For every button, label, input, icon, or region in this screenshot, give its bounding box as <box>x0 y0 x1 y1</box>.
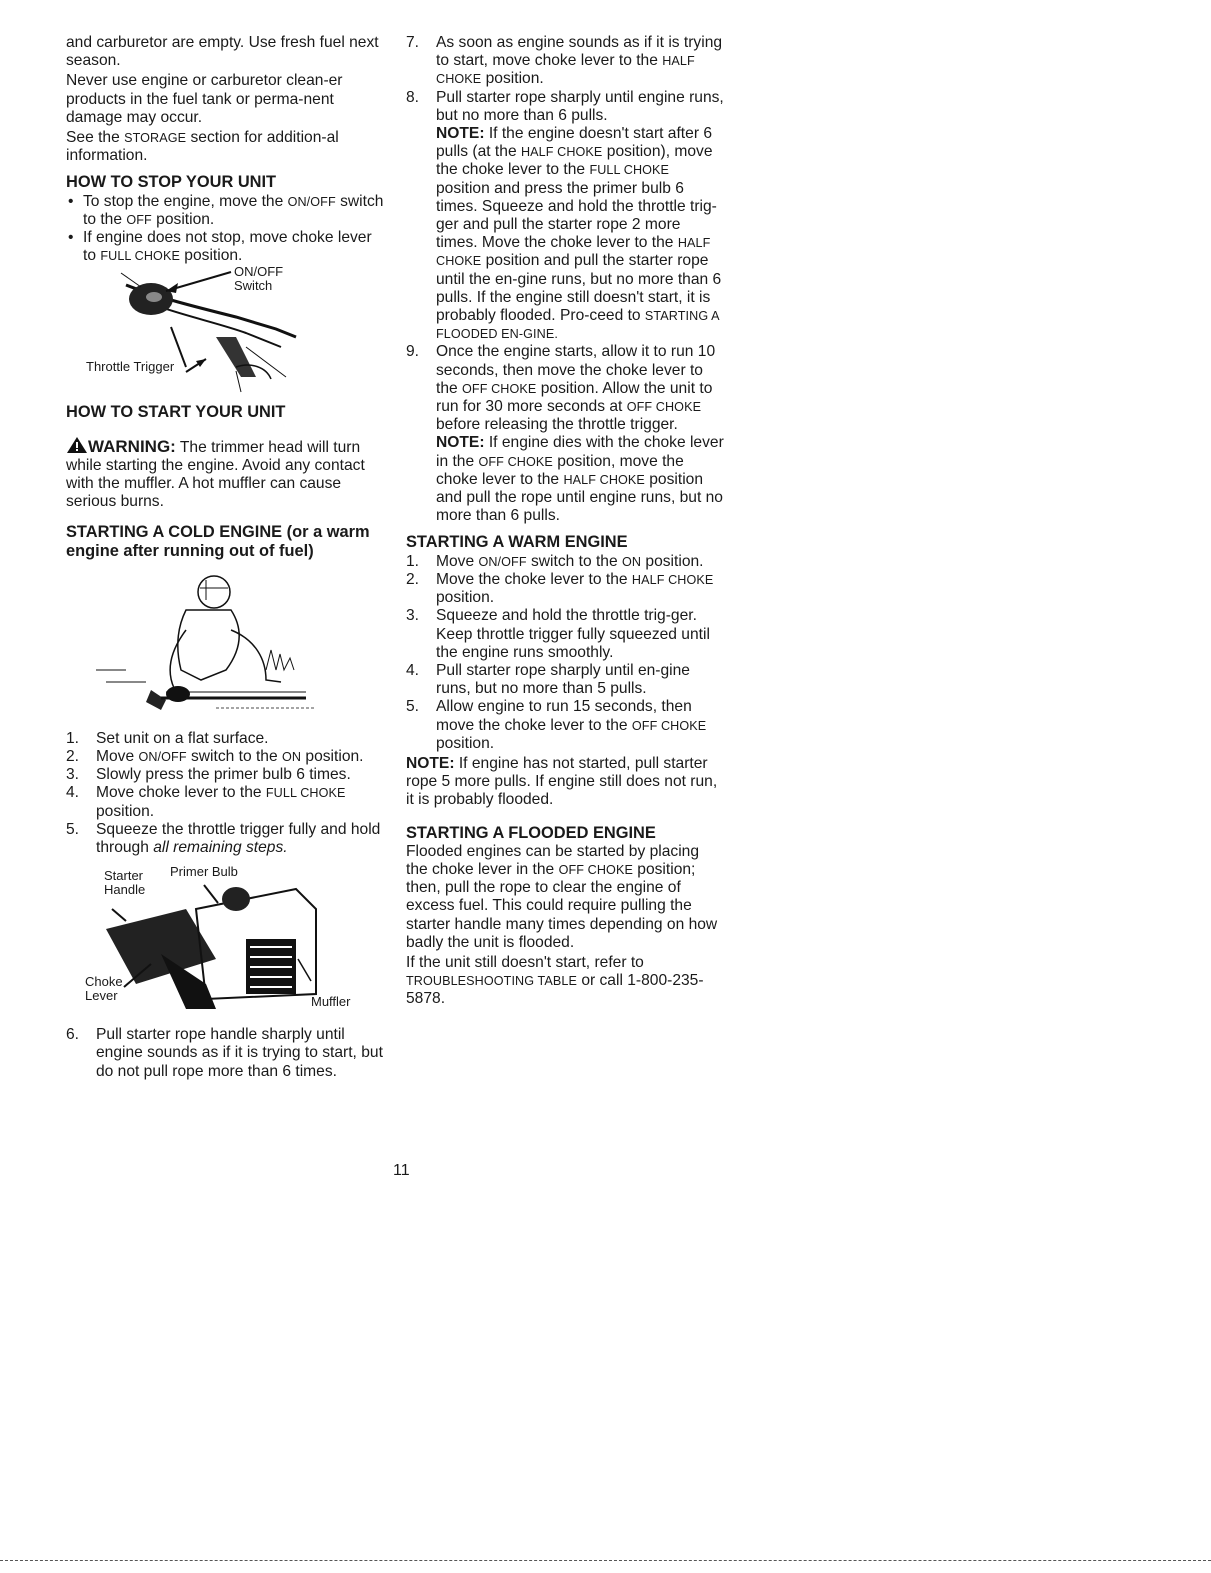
cold-step-9 <box>406 343 724 525</box>
step-number: 5. <box>406 698 420 716</box>
switch-trigger-illustration <box>66 264 384 397</box>
step-number: 1. <box>66 729 80 747</box>
note-text: If engine dies with the choke lever in the <box>436 434 724 470</box>
label-primer-bulb: Primer Bulb <box>170 864 238 880</box>
step-text: switch to the <box>526 552 622 570</box>
half-choke-ref: HALF CHOKE <box>563 472 645 487</box>
note-text: position), move the choke lever to the <box>436 143 713 179</box>
note-text: position and pull the starter rope until the en-gine runs, but no more than 6 pulls. If the engine still doesn't start, it is probably flooded. Pro-ceed to <box>436 252 722 325</box>
warm-step-4 <box>406 662 724 698</box>
flood-text: If the unit still doesn't start, refer to <box>406 953 644 971</box>
note-text: position and pull the rope until engine runs, but no more than 6 pulls. <box>436 470 723 525</box>
intro-paragraph-1 <box>66 34 384 70</box>
warm-note <box>406 755 724 810</box>
step-text: As soon as engine sounds as if it is trying to start, move choke lever to the <box>436 34 723 70</box>
storage-ref: STORAGE <box>124 131 187 146</box>
off-choke-ref: OFF CHOKE <box>478 454 553 469</box>
label-on-off-switch: ON/OFF Switch <box>234 264 284 294</box>
page-number: 11 <box>393 1162 410 1179</box>
step-text: position. <box>96 802 155 820</box>
off-choke-ref: OFF CHOKE <box>631 718 707 733</box>
right-column <box>406 34 724 1009</box>
troubleshooting-ref: TROUBLESHOOTING TABLE <box>406 974 577 989</box>
step-text: Pull starter rope sharply until en-gine runs, but no more than 5 pulls. <box>436 661 690 698</box>
cold-step-1 <box>66 730 384 748</box>
cold-step-4 <box>66 784 384 820</box>
step-number: 9. <box>406 343 420 361</box>
step-text: Squeeze the throttle trigger fully and hold through <box>96 820 381 857</box>
onoff-ref: ON/OFF <box>478 554 527 569</box>
full-choke-ref: FULL CHOKE <box>589 163 670 178</box>
warm-engine-heading: STARTING A WARM ENGINE <box>406 533 628 552</box>
on-ref: ON <box>281 750 302 765</box>
step-number: 8. <box>406 88 420 106</box>
step-emphasis: all remaining steps. <box>153 839 288 857</box>
cold-step-6 <box>66 1026 384 1081</box>
warning-icon <box>66 436 88 454</box>
step-text: Set unit on a flat surface. <box>96 729 269 747</box>
stop-b1-mid: switch to the <box>83 192 384 228</box>
step-number: 7. <box>406 34 420 51</box>
half-choke-ref: HALF CHOKE <box>520 145 603 160</box>
note-text: If engine has not started, pull starter rope 5 more pulls. If engine still does not run, it is probably flooded. <box>406 754 718 809</box>
flooded-engine-heading: STARTING A FLOODED ENGINE <box>406 823 656 842</box>
flooded-paragraph-2 <box>406 954 724 1009</box>
step-number: 2. <box>66 748 80 766</box>
intro-paragraph-3 <box>66 129 384 165</box>
step-text: Allow engine to run 15 seconds, then move the choke lever to the <box>436 698 692 734</box>
warm-engine-steps <box>406 553 724 753</box>
cold-engine-steps-right <box>406 34 724 525</box>
step-number: 4. <box>406 661 420 679</box>
note-text: position and press the primer bulb 6 times. Squeeze and hold the throttle trig-ger and pull the starter rope 2 more times. Move the choke lever to the <box>436 179 717 252</box>
trimmer-handle-drawing <box>66 264 384 397</box>
warm-step-5 <box>406 698 724 753</box>
on-ref: ON <box>621 554 642 569</box>
step-text: position. Allow the unit to run for 30 more seconds at <box>436 379 713 416</box>
step-text: position. <box>641 552 704 570</box>
step-text: Slowly press the primer bulb 6 times. <box>96 766 351 784</box>
label-throttle-trigger: Throttle Trigger <box>86 359 175 375</box>
step-text: Move <box>96 748 139 766</box>
warm-step-1 <box>406 553 724 571</box>
cold-step-8 <box>406 89 724 344</box>
half-choke-ref: HALF CHOKE <box>436 54 695 87</box>
step-text: Move <box>436 552 479 570</box>
label-choke-lever: Choke Lever <box>85 974 123 1004</box>
warm-step-2 <box>406 571 724 607</box>
label-muffler: Muffler <box>311 994 351 1010</box>
label-starter-handle: Starter Handle <box>104 868 146 898</box>
cold-engine-steps <box>66 730 384 857</box>
stop-b2-post: position. <box>179 247 243 265</box>
note-label: NOTE: <box>436 434 485 452</box>
note-text: position, move the choke lever to the <box>436 452 684 488</box>
step-text: Pull starter rope handle sharply until engine sounds as if it is trying to start, but do not pull rope more than 6 times. <box>96 1026 383 1080</box>
intro-3-pre: See the <box>66 129 125 147</box>
cold-step-3 <box>66 766 384 784</box>
flooded-paragraph-1 <box>406 843 724 952</box>
step-text: Move the choke lever to the <box>436 570 632 588</box>
half-choke-ref: HALF CHOKE <box>436 236 711 269</box>
step-number: 5. <box>66 820 80 838</box>
step-text: position. <box>301 748 364 766</box>
stop-bullet-2 <box>66 229 384 265</box>
flood-text: Flooded engines can be started by placing the choke lever in the <box>406 842 700 878</box>
step-text: Squeeze and hold the throttle trig-ger. Keep throttle trigger fully squeezed until the engine runs smoothly. <box>436 607 710 661</box>
cold-engine-steps-cont <box>66 1026 384 1081</box>
off-choke-ref: OFF CHOKE <box>462 381 537 396</box>
stop-b1-post: position. <box>151 210 215 228</box>
onoff-ref: ON/OFF <box>138 750 187 765</box>
operator-starting-illustration <box>66 570 384 722</box>
step-number: 2. <box>406 570 420 588</box>
stop-b2-full-choke: FULL CHOKE <box>100 249 180 264</box>
cold-engine-heading: STARTING A COLD ENGINE (or a warm engine after running out of fuel) <box>66 523 370 560</box>
note-text: If the engine doesn't start after 6 pulls (at the <box>436 125 713 161</box>
stop-b1-onoff: ON/OFF <box>287 194 336 209</box>
step-number: 1. <box>406 552 420 570</box>
step-text: switch to the <box>186 748 282 766</box>
stop-bullet-1 <box>66 193 384 229</box>
step-text: before releasing the throttle trigger. <box>436 416 678 434</box>
step-text: position. <box>436 589 495 607</box>
cold-step-7 <box>406 34 724 89</box>
stop-b1-off: OFF <box>126 212 152 227</box>
off-choke-ref: OFF CHOKE <box>626 400 702 415</box>
cold-step-5 <box>66 821 384 857</box>
note-label: NOTE: <box>406 754 455 772</box>
intro-paragraph-2 <box>66 72 384 127</box>
flood-text: position; then, pull the rope to clear the engine of excess fuel. This could require pulling the starter handle many times depending on how badly the unit is flooded. <box>406 860 718 951</box>
step-text: position. <box>481 70 544 88</box>
step-number: 4. <box>66 784 80 802</box>
warning-label: WARNING: <box>88 436 176 456</box>
note-label: NOTE: <box>436 125 485 143</box>
intro-3-post: section for addition-al information. <box>66 129 339 165</box>
warning-paragraph <box>66 436 384 512</box>
step-text: Pull starter rope sharply until engine runs, but no more than 6 pulls. <box>436 88 724 124</box>
start-unit-heading: HOW TO START YOUR UNIT <box>66 403 286 422</box>
warm-step-3 <box>406 607 724 662</box>
half-choke-ref: HALF CHOKE <box>631 572 714 587</box>
operator-drawing <box>66 570 384 722</box>
engine-parts-illustration <box>66 864 384 1014</box>
flooded-engine-ref: STARTING A FLOODED EN-GINE. <box>436 309 719 342</box>
step-text: position. <box>436 734 495 752</box>
step-text: Move choke lever to the <box>96 784 266 802</box>
page-bottom-rule <box>0 1560 1211 1561</box>
stop-unit-heading: HOW TO STOP YOUR UNIT <box>66 173 277 192</box>
step-text: Once the engine starts, allow it to run 10 seconds, then move the choke lever to the <box>436 343 716 397</box>
full-choke-ref: FULL CHOKE <box>265 786 346 801</box>
stop-b1-pre: To stop the engine, move the <box>83 192 288 210</box>
left-column <box>66 34 384 1081</box>
step-number: 6. <box>66 1026 80 1044</box>
intro-text-1: and carburetor are empty. Use fresh fuel next season. <box>66 34 379 70</box>
cold-step-2 <box>66 748 384 766</box>
intro-text-2: Never use engine or carburetor clean-er products in the fuel tank or perma-nent damage may occur. <box>66 72 343 126</box>
off-choke-ref: OFF CHOKE <box>558 862 633 877</box>
step-number: 3. <box>66 766 80 784</box>
stop-b2-pre: If engine does not stop, move choke lever to <box>83 229 372 265</box>
warning-text: The trimmer head will turn while starting the engine. Avoid any contact with the muffler. A hot muffler can cause serious burns. <box>66 438 365 511</box>
flood-text: or call 1-800-235-5878. <box>406 972 704 1008</box>
step-number: 3. <box>406 607 420 625</box>
